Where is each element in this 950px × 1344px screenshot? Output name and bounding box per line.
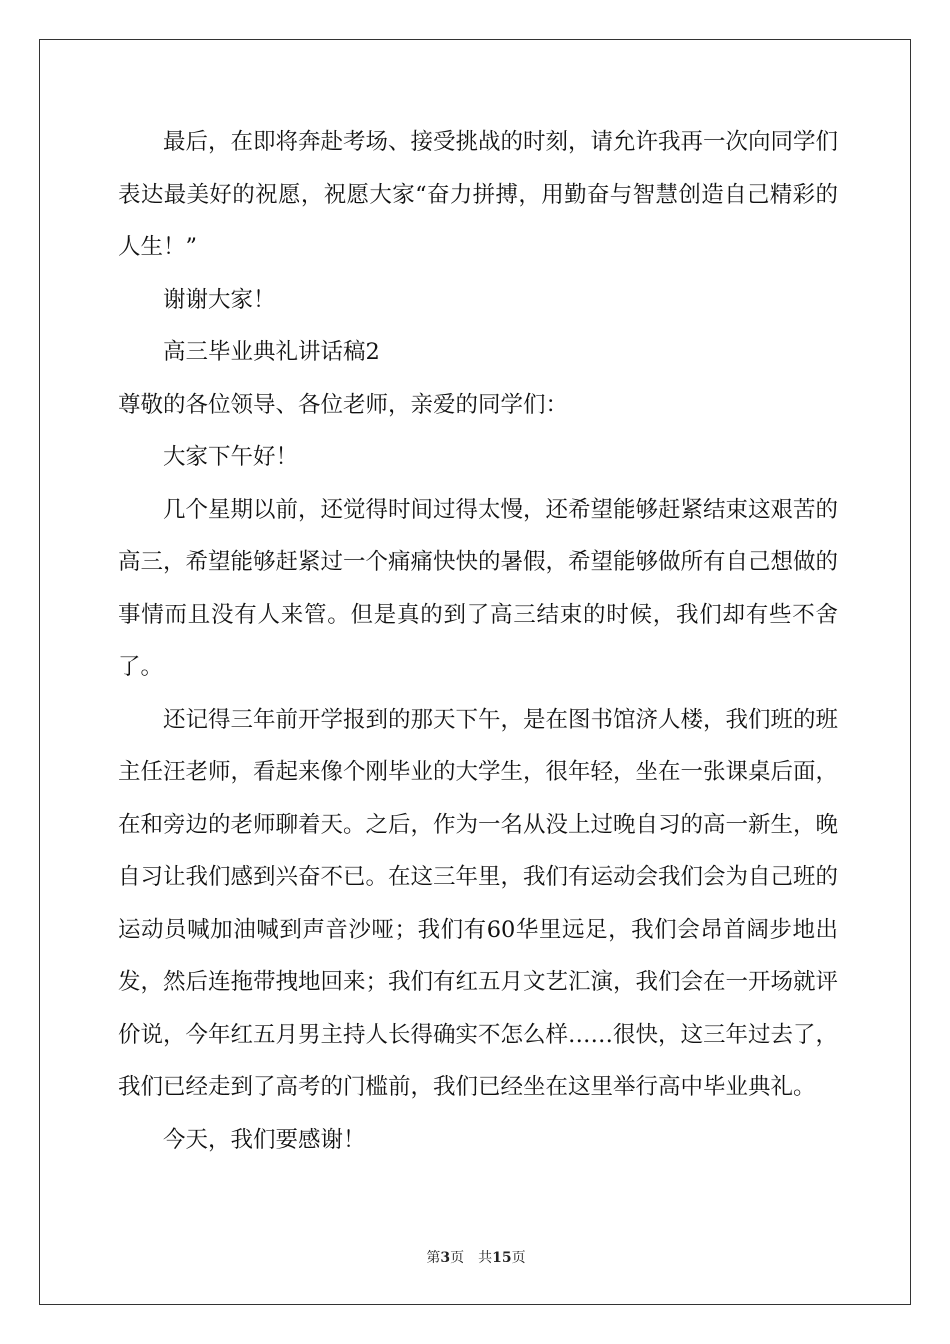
- page-prefix: 第: [426, 1250, 441, 1266]
- speech-title: 高三毕业典礼讲话稿2: [163, 339, 380, 365]
- total-pages: 15: [492, 1250, 512, 1266]
- total-prefix: 共: [478, 1250, 493, 1266]
- paragraph-memories: 还记得三年前开学报到的那天下午，是在图书馆济人楼，我们班的班主任汪老师，看起来像个刚毕业的大学生，很年轻，坐在一张课桌后面，在和旁边的老师聊着天。之后，作为一名从没上过晚自习的高一新生，晚自习让我们感到兴奋不已。在这三年里，我们有运动会我们会为自己班的运动员喊加油喊到声音沙哑；我们有60华里远足，我们会昂首阔步地出发，然后连拖带拽地回来；我们有红五月文艺汇演，我们会在一开场就评价说，今年红五月男主持人长得确实不怎么样……很快，这三年过去了，我们已经走到了高考的门槛前，我们已经坐在这里举行高中毕业典礼。: [118, 706, 839, 1100]
- page-suffix: 页: [450, 1250, 465, 1266]
- paragraph-thanks: 谢谢大家！: [163, 286, 276, 313]
- paragraph-gratitude: 今天，我们要感谢！: [163, 1126, 366, 1153]
- page-footer: [40, 1247, 912, 1267]
- document-body: [118, 116, 838, 1166]
- page-number: 3: [440, 1250, 451, 1266]
- total-suffix: 页: [511, 1250, 526, 1266]
- paragraph-closing-wishes: 最后，在即将奔赴考场、接受挑战的时刻，请允许我再一次向同学们表达最美好的祝愿，祝愿大家“奋力拼搏，用勤奋与智慧创造自己精彩的人生！”: [118, 129, 839, 260]
- paragraph-greeting: 大家下午好！: [163, 444, 299, 470]
- paragraph-weeks-ago: 几个星期以前，还觉得时间过得太慢，还希望能够赶紧结束这艰苦的高三，希望能够赶紧过一个痛痛快快的暑假，希望能够做所有自己想做的事情而且没有人来管。但是真的到了高三结束的时候，我们却有些不舍了。: [118, 496, 839, 680]
- paragraph-salutation: 尊敬的各位领导、各位老师，亲爱的同学们：: [118, 391, 569, 418]
- document-page: [39, 39, 911, 1305]
